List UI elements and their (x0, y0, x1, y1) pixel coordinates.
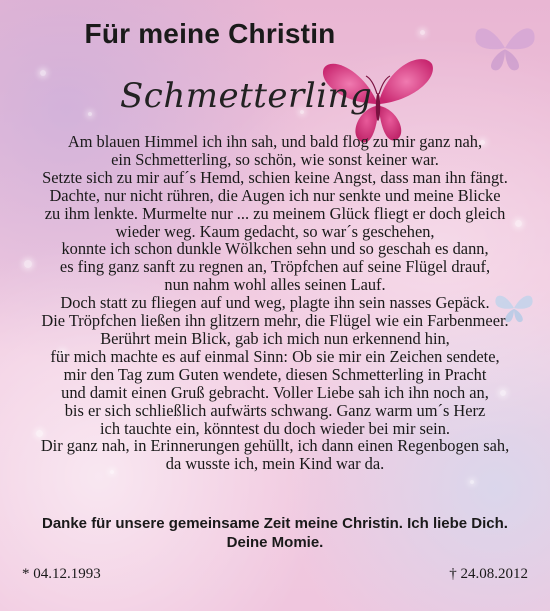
poem-text (14, 133, 536, 473)
poem-line: Berührt mein Blick, gab ich mich nun erkennend hin, (100, 328, 450, 348)
sparkle (470, 480, 474, 484)
poem-line: wieder weg. Kaum gedacht, so war´s geschehen, (115, 221, 435, 241)
page-title: Für meine Christin (84, 18, 336, 49)
poem-line: bis er sich schließlich aufwärts schwang. Ganz warm um´s Herz (64, 400, 486, 420)
dedication-line: Danke für unsere gemeinsame Zeit meine Christin. Ich liebe Dich. (42, 515, 508, 532)
poem-line: zu ihm lenkte. Murmelte nur ... zu meinem Glück fliegt er doch gleich (44, 203, 506, 223)
sparkle (40, 70, 46, 76)
poem-line: Die Tröpfchen ließen ihn glitzern mehr, die Flügel wie ein Farbenmeer. (41, 311, 509, 331)
poem-line: es fing ganz sanft zu regnen an, Tröpfchen auf seine Flügel drauf, (59, 257, 491, 277)
dedication-signature: Deine Momie. (226, 534, 324, 551)
poem-line: konnte ich schon dunkle Wölkchen sehn und so geschah es dann, (61, 239, 489, 259)
poem-title: Schmetterling (120, 76, 373, 116)
sparkle (88, 112, 92, 116)
poem-line: Doch statt zu fliegen auf und weg, plagte ihn sein nasses Gepäck. (60, 293, 490, 313)
poem-line: und damit einen Gruß gebracht. Voller Liebe sah ich ihn noch an, (61, 382, 489, 402)
poem-line: für mich machte es auf einmal Sinn: Ob sie mir ein Zeichen sendete, (50, 346, 500, 366)
poem-line: ich tauchte ein, könntest du doch wieder bei mir sein. (99, 418, 451, 438)
poem-line: Dachte, nur nicht rühren, die Augen ich nur senkte und meine Blicke (49, 185, 501, 205)
sparkle (420, 30, 425, 35)
poem-line: mir den Tag zum Guten wendete, diesen Schmetterling in Pracht (63, 364, 487, 384)
birth-date: * 04.12.1993 (22, 566, 101, 582)
death-date: † 24.08.2012 (449, 566, 528, 582)
poem-line: da wusste ich, mein Kind war da. (165, 454, 385, 474)
poem-line: Am blauen Himmel ich ihn sah, und bald flog zu mir ganz nah, (67, 132, 483, 151)
butterfly-faint-icon (470, 18, 540, 78)
poem-line: nun nahm wohl alles seinen Lauf. (164, 275, 386, 295)
dedication (0, 514, 550, 552)
poem-line: Dir ganz nah, in Erinnerungen gehüllt, ich dann einen Regenbogen sah, (40, 436, 510, 456)
poem-line: Setzte sich zu mir auf´s Hemd, schien keine Angst, dass man ihn fängt. (42, 167, 508, 187)
poem-line: ein Schmetterling, so schön, wie sonst keiner war. (111, 149, 439, 169)
